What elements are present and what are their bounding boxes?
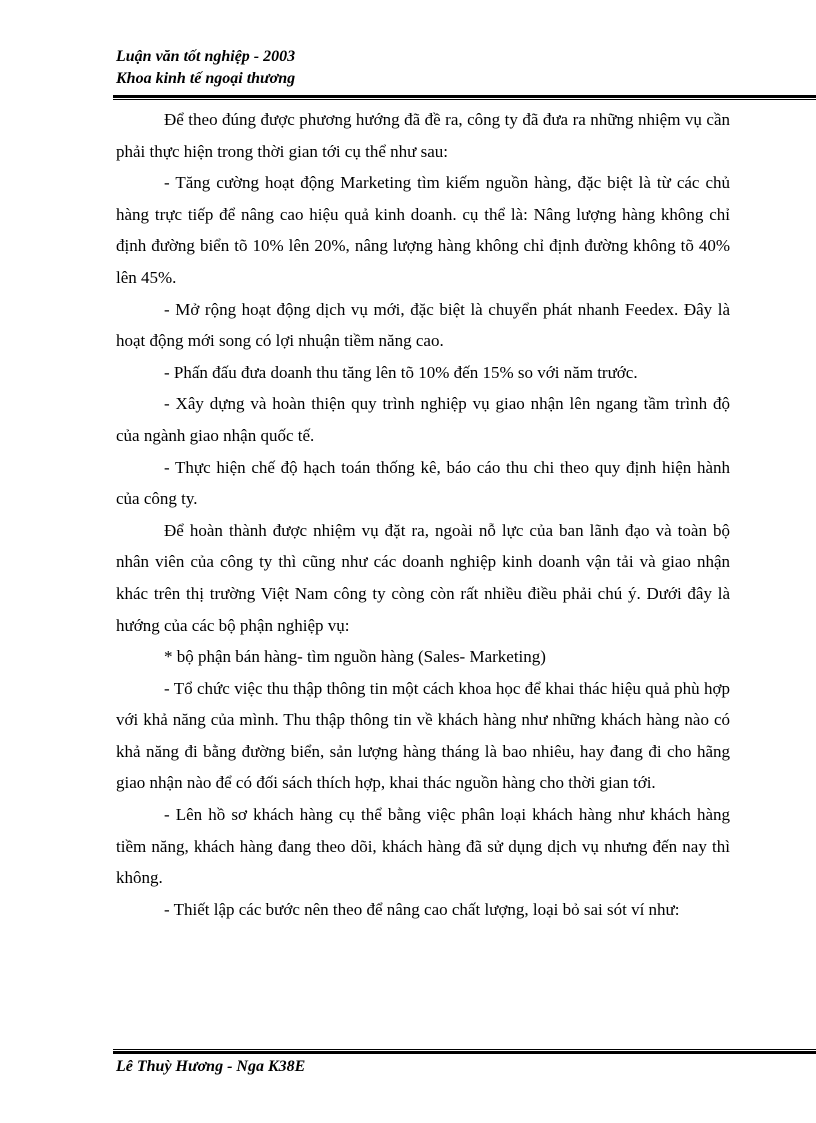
document-body: [116, 104, 730, 925]
paragraph-revenue: - Phấn đấu đưa doanh thu tăng lên tõ 10% đến 15% so với năm trước.: [164, 362, 638, 382]
paragraph-intro: Để theo đúng được phương hướng đã đề ra, công ty đã đưa ra những nhiệm vụ cần phải thực hiện trong thời gian tới cụ thể như sau:: [116, 110, 730, 161]
page-footer: Lê Thuỳ Hương - Nga K38E: [116, 1058, 306, 1075]
header-thesis-title: Luận văn tốt nghiệp - 2003: [116, 48, 296, 65]
paragraph-new-services: - Mở rộng hoạt động dịch vụ mới, đặc biệt là chuyển phát nhanh Feedex. Đây là hoạt động mới song có lợi nhuận tiềm năng cao.: [116, 299, 730, 351]
paragraph-info-collection: - Tổ chức việc thu thập thông tin một cách khoa học để khai thác hiệu quả phù hợp với khả năng của mình. Thu thập thông tin về khách hàng như những khách hàng nào có khả năng đi bằng đường biển, sản lượng hàng tháng là bao nhiêu, hay đang đi cho hãng giao nhận nào để có đối sách thích hợp, khai thác nguồn hàng cho thời gian tới.: [116, 678, 730, 793]
page-header: [116, 46, 816, 90]
footer-divider: [113, 1049, 816, 1054]
paragraph-tasks: Để hoàn thành được nhiệm vụ đặt ra, ngoài nỗ lực của ban lãnh đạo và toàn bộ nhân viên của công ty thì cũng như các doanh nghiệp kinh doanh vận tải và giao nhận khác trên thị trường Việt Nam công ty còng còn rất nhiều điều phải chú ý. Dưới đây là hướng của các bộ phận nghiệp vụ:: [116, 520, 730, 635]
paragraph-accounting: - Thực hiện chế độ hạch toán thống kê, báo cáo thu chi theo quy định hiện hành của công ty.: [116, 457, 730, 509]
paragraph-steps: - Thiết lập các bước nên theo để nâng cao chất lượng, loại bỏ sai sót ví như:: [164, 899, 680, 919]
header-faculty: Khoa kinh tế ngoại thương: [116, 70, 296, 87]
paragraph-marketing: - Tăng cường hoạt động Marketing tìm kiếm nguồn hàng, đặc biệt là từ các chủ hàng trực tiếp để nâng cao hiệu quả kinh doanh. cụ thể là: Nâng lượng hàng không chỉ định đường biển tõ 10% lên 20%, nâng lượng hàng không chỉ định đường không tõ 40% lên 45%.: [116, 173, 730, 287]
paragraph-sales-heading: * bộ phận bán hàng- tìm nguồn hàng (Sales- Marketing): [164, 647, 546, 667]
paragraph-customer-records: - Lên hồ sơ khách hàng cụ thể bằng việc phân loại khách hàng như khách hàng tiềm năng, khách hàng đang theo dõi, khách hàng đã sử dụng dịch vụ nhưng đến nay thì không.: [116, 805, 730, 888]
header-divider: [113, 95, 816, 100]
paragraph-process: - Xây dựng và hoàn thiện quy trình nghiệp vụ giao nhận lên ngang tầm trình độ của ngành giao nhận quốc tế.: [116, 394, 730, 445]
